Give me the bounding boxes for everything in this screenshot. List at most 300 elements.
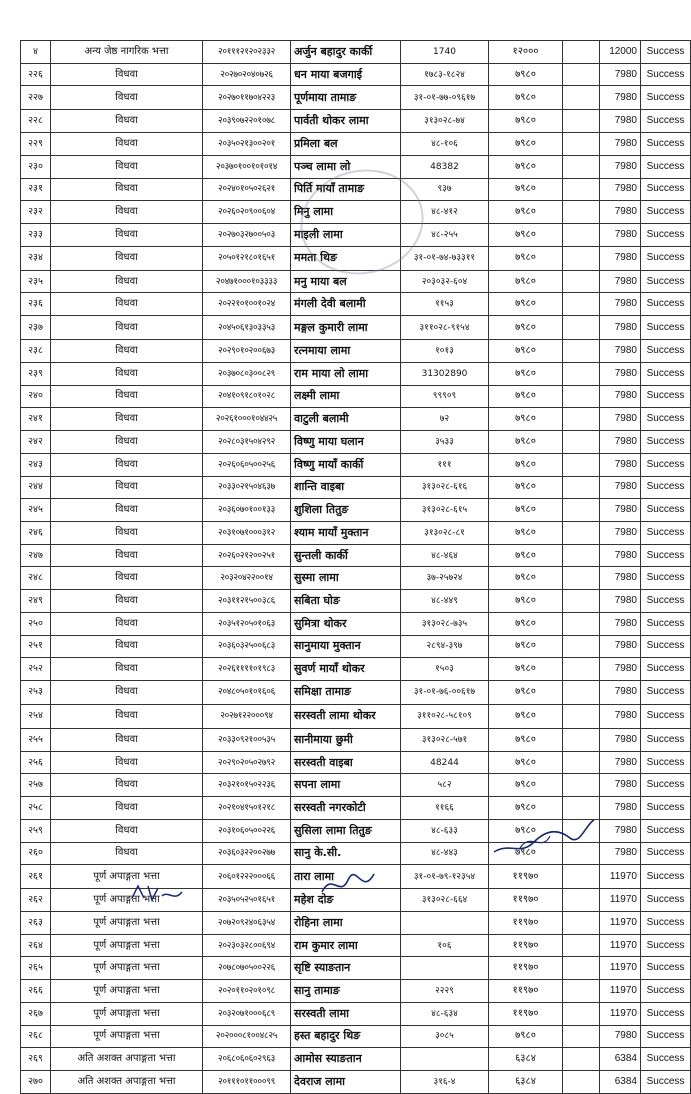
allowance-type-cell: विधवा — [51, 293, 203, 316]
registration-number-cell: २०३५०२१३००२०१ — [203, 133, 291, 156]
paid-amount-cell: 7980 — [600, 819, 641, 842]
table-row — [21, 201, 691, 224]
table-row — [21, 155, 691, 178]
serial-number-cell: २३६ — [21, 293, 51, 316]
allocated-amount-cell: ७९८० — [489, 680, 563, 704]
registration-number-cell: २०७२०९२४०६३५४ — [203, 912, 291, 935]
payment-status-cell: Success — [641, 774, 691, 797]
payment-status-cell: Success — [641, 751, 691, 774]
paid-amount-cell: 7980 — [600, 476, 641, 499]
allowance-type-cell: विधवा — [51, 476, 203, 499]
blank-cell — [563, 246, 600, 270]
table-row — [21, 499, 691, 522]
table-row — [21, 704, 691, 728]
allowance-type-cell: विधवा — [51, 590, 203, 613]
citizenship-id-cell: 48382 — [401, 155, 489, 178]
allowance-type-cell: विधवा — [51, 842, 203, 865]
allocated-amount-cell: ७९८० — [489, 819, 563, 842]
beneficiary-name-cell: देवराज लामा — [291, 1071, 401, 1094]
blank-cell — [563, 1025, 600, 1048]
table-row — [21, 658, 691, 681]
table-row — [21, 819, 691, 842]
blank-cell — [563, 590, 600, 613]
blank-cell — [563, 41, 600, 64]
paid-amount-cell: 7980 — [600, 133, 641, 156]
table-row — [21, 521, 691, 544]
serial-number-cell: २२७ — [21, 86, 51, 110]
paid-amount-cell: 11970 — [600, 865, 641, 889]
paid-amount-cell: 7980 — [600, 63, 641, 86]
beneficiary-name-cell: सरस्वती लामा थोकर — [291, 704, 401, 728]
beneficiary-name-cell: मिनु लामा — [291, 201, 401, 224]
serial-number-cell: २३१ — [21, 178, 51, 201]
registration-number-cell: २०३१०७१०००३१२ — [203, 521, 291, 544]
citizenship-id-cell: ४८-२५५ — [401, 224, 489, 247]
payment-status-cell: Success — [641, 842, 691, 865]
citizenship-id-cell: ११५३ — [401, 293, 489, 316]
beneficiary-name-cell: सुसिला लामा तितुङ — [291, 819, 401, 842]
payment-status-cell: Success — [641, 431, 691, 454]
paid-amount-cell: 6384 — [600, 1048, 641, 1071]
table-row — [21, 224, 691, 247]
blank-cell — [563, 544, 600, 567]
paid-amount-cell: 7980 — [600, 1025, 641, 1048]
serial-number-cell: २६८ — [21, 1025, 51, 1048]
citizenship-id-cell: ३१-०१-७६-००६१७ — [401, 680, 489, 704]
citizenship-id-cell: ३७-२५७२४ — [401, 567, 489, 590]
allocated-amount-cell: ७९८० — [489, 1025, 563, 1048]
blank-cell — [563, 178, 600, 201]
allocated-amount-cell: ७९८० — [489, 590, 563, 613]
table-row — [21, 934, 691, 957]
payment-status-cell: Success — [641, 246, 691, 270]
serial-number-cell: २३५ — [21, 270, 51, 293]
serial-number-cell: २२८ — [21, 110, 51, 133]
citizenship-id-cell: ४८-४४९ — [401, 590, 489, 613]
blank-cell — [563, 362, 600, 385]
payment-status-cell: Success — [641, 270, 691, 293]
table-row — [21, 1002, 691, 1025]
payment-status-cell: Success — [641, 728, 691, 751]
blank-cell — [563, 63, 600, 86]
allocated-amount-cell: ७९८० — [489, 110, 563, 133]
payment-status-cell: Success — [641, 224, 691, 247]
blank-cell — [563, 86, 600, 110]
serial-number-cell: ४ — [21, 41, 51, 64]
document-sheet — [20, 40, 685, 1094]
serial-number-cell: २५३ — [21, 680, 51, 704]
blank-cell — [563, 842, 600, 865]
registration-number-cell: २०३२०४२२००१४ — [203, 567, 291, 590]
allowance-type-cell: अति अशक्त अपाङ्गता भत्ता — [51, 1071, 203, 1094]
blank-cell — [563, 957, 600, 980]
registration-number-cell: २०४१०९१८०१०२८ — [203, 385, 291, 408]
allocated-amount-cell: ७९८० — [489, 774, 563, 797]
blank-cell — [563, 340, 600, 363]
paid-amount-cell: 7980 — [600, 704, 641, 728]
citizenship-id-cell: १७८३-१८२४ — [401, 63, 489, 86]
payment-status-cell: Success — [641, 544, 691, 567]
blank-cell — [563, 201, 600, 224]
beneficiary-name-cell: सृष्टि स्याङतान — [291, 957, 401, 980]
beneficiary-table — [20, 40, 691, 1094]
beneficiary-name-cell: लक्ष्मी लामा — [291, 385, 401, 408]
registration-number-cell: २०६०१२२२०००६६ — [203, 865, 291, 889]
beneficiary-name-cell: पिर्ति मायाँ तामाङ — [291, 178, 401, 201]
table-row — [21, 293, 691, 316]
serial-number-cell: २६२ — [21, 889, 51, 912]
citizenship-id-cell: ३१३०२८-७४ — [401, 110, 489, 133]
paid-amount-cell: 7980 — [600, 635, 641, 658]
allowance-type-cell: पूर्ण अपाङ्गता भत्ता — [51, 1025, 203, 1048]
table-row — [21, 980, 691, 1003]
beneficiary-name-cell: राम माया लो लामा — [291, 362, 401, 385]
paid-amount-cell: 7980 — [600, 246, 641, 270]
registration-number-cell: २०३३०९२१००५३५ — [203, 728, 291, 751]
allowance-type-cell: विधवा — [51, 201, 203, 224]
allocated-amount-cell: ७९८० — [489, 63, 563, 86]
allocated-amount-cell: ७९८० — [489, 201, 563, 224]
table-row — [21, 635, 691, 658]
allowance-type-cell: पूर्ण अपाङ्गता भत्ता — [51, 912, 203, 935]
beneficiary-name-cell: ममता थिङ — [291, 246, 401, 270]
blank-cell — [563, 912, 600, 935]
paid-amount-cell: 7980 — [600, 178, 641, 201]
allocated-amount-cell: ७९८० — [489, 797, 563, 820]
serial-number-cell: २३९ — [21, 362, 51, 385]
table-row — [21, 110, 691, 133]
paid-amount-cell: 7980 — [600, 567, 641, 590]
allocated-amount-cell: ७९८० — [489, 544, 563, 567]
beneficiary-name-cell: समिक्षा तामाङ — [291, 680, 401, 704]
allowance-type-cell: विधवा — [51, 751, 203, 774]
registration-number-cell: २०२०००८१००४८२५ — [203, 1025, 291, 1048]
blank-cell — [563, 797, 600, 820]
paid-amount-cell: 7980 — [600, 612, 641, 635]
blank-cell — [563, 110, 600, 133]
allocated-amount-cell: ११९७० — [489, 934, 563, 957]
payment-status-cell: Success — [641, 316, 691, 340]
table-row — [21, 912, 691, 935]
citizenship-id-cell: ३१३०२८-६६४ — [401, 889, 489, 912]
serial-number-cell: २३३ — [21, 224, 51, 247]
allocated-amount-cell: ११९७० — [489, 865, 563, 889]
serial-number-cell: २३० — [21, 155, 51, 178]
allowance-type-cell: विधवा — [51, 178, 203, 201]
table-row — [21, 41, 691, 64]
payment-status-cell: Success — [641, 704, 691, 728]
citizenship-id-cell: १११ — [401, 453, 489, 476]
allocated-amount-cell: ११९७० — [489, 889, 563, 912]
table-row — [21, 86, 691, 110]
citizenship-id-cell: ३१३०२८-६१६ — [401, 476, 489, 499]
beneficiary-name-cell: सानीमाया छुमी — [291, 728, 401, 751]
allowance-type-cell: विधवा — [51, 774, 203, 797]
citizenship-id-cell: ४८-६३४ — [401, 1002, 489, 1025]
table-row — [21, 408, 691, 431]
citizenship-id-cell: ३१६-४ — [401, 1071, 489, 1094]
citizenship-id-cell — [401, 957, 489, 980]
registration-number-cell: २०२६०६०५००२५६ — [203, 453, 291, 476]
beneficiary-name-cell: मङ्गल कुमारी लामा — [291, 316, 401, 340]
paid-amount-cell: 11970 — [600, 912, 641, 935]
citizenship-id-cell: 1740 — [401, 41, 489, 64]
serial-number-cell: २४३ — [21, 453, 51, 476]
citizenship-id-cell: ४८-१०६ — [401, 133, 489, 156]
blank-cell — [563, 408, 600, 431]
allocated-amount-cell: ७९८० — [489, 362, 563, 385]
blank-cell — [563, 934, 600, 957]
payment-status-cell: Success — [641, 934, 691, 957]
serial-number-cell: २५५ — [21, 728, 51, 751]
registration-number-cell: २०३५१२०५०१०६३ — [203, 612, 291, 635]
allowance-type-cell: विधवा — [51, 340, 203, 363]
registration-number-cell: २०२६११११०१९८३ — [203, 658, 291, 681]
beneficiary-name-cell: सपना लामा — [291, 774, 401, 797]
allowance-type-cell: पूर्ण अपाङ्गता भत्ता — [51, 980, 203, 1003]
allocated-amount-cell: ७९८० — [489, 612, 563, 635]
serial-number-cell: २४८ — [21, 567, 51, 590]
payment-status-cell: Success — [641, 476, 691, 499]
citizenship-id-cell: ३१३०२८-६१५ — [401, 499, 489, 522]
serial-number-cell: २२९ — [21, 133, 51, 156]
table-row — [21, 590, 691, 613]
allocated-amount-cell: ७९८० — [489, 567, 563, 590]
citizenship-id-cell: ३१-०१-७४-७३३११ — [401, 246, 489, 270]
payment-status-cell: Success — [641, 658, 691, 681]
allocated-amount-cell: ११९७० — [489, 980, 563, 1003]
registration-number-cell: २०२७०३२७००५०३ — [203, 224, 291, 247]
payment-status-cell: Success — [641, 635, 691, 658]
allowance-type-cell: विधवा — [51, 680, 203, 704]
payment-status-cell: Success — [641, 41, 691, 64]
blank-cell — [563, 453, 600, 476]
paid-amount-cell: 7980 — [600, 590, 641, 613]
paid-amount-cell: 7980 — [600, 86, 641, 110]
payment-status-cell: Success — [641, 612, 691, 635]
paid-amount-cell: 7980 — [600, 224, 641, 247]
allocated-amount-cell: ७९८० — [489, 133, 563, 156]
table-row — [21, 316, 691, 340]
allocated-amount-cell: ११९७० — [489, 1002, 563, 1025]
table-row — [21, 1048, 691, 1071]
allowance-type-cell: विधवा — [51, 246, 203, 270]
payment-status-cell: Success — [641, 201, 691, 224]
paid-amount-cell: 11970 — [600, 889, 641, 912]
beneficiary-name-cell: सानु के.सी. — [291, 842, 401, 865]
paid-amount-cell: 7980 — [600, 155, 641, 178]
registration-number-cell: २०२०११०२०१०९८ — [203, 980, 291, 1003]
paid-amount-cell: 11970 — [600, 934, 641, 957]
allowance-type-cell: विधवा — [51, 658, 203, 681]
paid-amount-cell: 7980 — [600, 842, 641, 865]
blank-cell — [563, 704, 600, 728]
payment-status-cell: Success — [641, 499, 691, 522]
registration-number-cell: २०३६०७०१००१३३ — [203, 499, 291, 522]
beneficiary-name-cell: पार्वती थोकर लामा — [291, 110, 401, 133]
serial-number-cell: २७० — [21, 1071, 51, 1094]
citizenship-id-cell: ३५३३ — [401, 431, 489, 454]
registration-number-cell: २०२९०१०२००६७३ — [203, 340, 291, 363]
registration-number-cell: २०२४०१०५०२६२१ — [203, 178, 291, 201]
blank-cell — [563, 133, 600, 156]
serial-number-cell: २६६ — [21, 980, 51, 1003]
citizenship-id-cell: ३११०२८-९१५४ — [401, 316, 489, 340]
payment-status-cell: Success — [641, 797, 691, 820]
blank-cell — [563, 1048, 600, 1071]
beneficiary-name-cell: विष्णु मायाँ कार्की — [291, 453, 401, 476]
allocated-amount-cell: ७९८० — [489, 658, 563, 681]
paid-amount-cell: 7980 — [600, 340, 641, 363]
blank-cell — [563, 155, 600, 178]
payment-status-cell: Success — [641, 1071, 691, 1094]
registration-number-cell: २०२९०२०५०२७९२ — [203, 751, 291, 774]
serial-number-cell: २५९ — [21, 819, 51, 842]
allocated-amount-cell: ७९८० — [489, 842, 563, 865]
citizenship-id-cell: ११६६ — [401, 797, 489, 820]
beneficiary-name-cell: माइली लामा — [291, 224, 401, 247]
allocated-amount-cell: ७९८० — [489, 751, 563, 774]
table-row — [21, 797, 691, 820]
blank-cell — [563, 1002, 600, 1025]
table-row — [21, 63, 691, 86]
payment-status-cell: Success — [641, 178, 691, 201]
paid-amount-cell: 7980 — [600, 774, 641, 797]
paid-amount-cell: 7980 — [600, 544, 641, 567]
allowance-type-cell: विधवा — [51, 316, 203, 340]
allowance-type-cell: विधवा — [51, 521, 203, 544]
payment-status-cell: Success — [641, 889, 691, 912]
registration-number-cell: २०६८०६०६०२९६३ — [203, 1048, 291, 1071]
beneficiary-name-cell: हस्त बहादुर थिङ — [291, 1025, 401, 1048]
beneficiary-name-cell: सानुमाया मुक्तान — [291, 635, 401, 658]
table-row — [21, 362, 691, 385]
serial-number-cell: २४० — [21, 385, 51, 408]
blank-cell — [563, 774, 600, 797]
registration-number-cell: २०४५०६१३०३३५३ — [203, 316, 291, 340]
registration-number-cell: २०३५०५२५०१६५१ — [203, 889, 291, 912]
paid-amount-cell: 6384 — [600, 1071, 641, 1094]
blank-cell — [563, 980, 600, 1003]
payment-status-cell: Success — [641, 340, 691, 363]
registration-number-cell: २०२६०२१२००२५१ — [203, 544, 291, 567]
payment-status-cell: Success — [641, 155, 691, 178]
registration-number-cell: २०२२१०१००१०२४ — [203, 293, 291, 316]
registration-number-cell: २०४७१०००१०३३३३ — [203, 270, 291, 293]
citizenship-id-cell: २८९४-३९७ — [401, 635, 489, 658]
beneficiary-name-cell: सुन्तली कार्की — [291, 544, 401, 567]
table-row — [21, 133, 691, 156]
citizenship-id-cell: १०६ — [401, 934, 489, 957]
beneficiary-name-cell: महेश दोङ — [291, 889, 401, 912]
paid-amount-cell: 7980 — [600, 270, 641, 293]
allocated-amount-cell: ७९८० — [489, 635, 563, 658]
allocated-amount-cell: ७९८० — [489, 521, 563, 544]
blank-cell — [563, 224, 600, 247]
allowance-type-cell: अति अशक्त अपाङ्गता भत्ता — [51, 1048, 203, 1071]
registration-number-cell: २०७८०७०५००२२६ — [203, 957, 291, 980]
citizenship-id-cell — [401, 912, 489, 935]
allocated-amount-cell: ७९८० — [489, 728, 563, 751]
allocated-amount-cell: ७९८० — [489, 86, 563, 110]
beneficiary-name-cell: वाटुली बलामी — [291, 408, 401, 431]
allowance-type-cell: विधवा — [51, 635, 203, 658]
table-row — [21, 544, 691, 567]
citizenship-id-cell: ३१-०१-७७-०९६१७ — [401, 86, 489, 110]
beneficiary-name-cell: श्याम मायाँ मुक्तान — [291, 521, 401, 544]
allocated-amount-cell: ७९८० — [489, 476, 563, 499]
blank-cell — [563, 431, 600, 454]
allowance-type-cell: विधवा — [51, 385, 203, 408]
registration-number-cell: २०२६१०००१०४४२५ — [203, 408, 291, 431]
payment-status-cell: Success — [641, 1002, 691, 1025]
blank-cell — [563, 612, 600, 635]
serial-number-cell: २५८ — [21, 797, 51, 820]
beneficiary-name-cell: सुवर्ण मायाँ थोकर — [291, 658, 401, 681]
paid-amount-cell: 7980 — [600, 408, 641, 431]
beneficiary-name-cell: सबिता घोङ — [291, 590, 401, 613]
citizenship-id-cell: १०१३ — [401, 340, 489, 363]
allowance-type-cell: विधवा — [51, 155, 203, 178]
registration-number-cell: २०१११०११०००९९ — [203, 1071, 291, 1094]
citizenship-id-cell: ४८-४६४ — [401, 544, 489, 567]
beneficiary-name-cell: धन माया बजगाई — [291, 63, 401, 86]
payment-status-cell: Success — [641, 912, 691, 935]
registration-number-cell: २०२६०२०९००६०४ — [203, 201, 291, 224]
allowance-type-cell: विधवा — [51, 63, 203, 86]
allocated-amount-cell: १२००० — [489, 41, 563, 64]
registration-number-cell: २०३६०३२५००६८३ — [203, 635, 291, 658]
citizenship-id-cell: ३१३०२८-५७१ — [401, 728, 489, 751]
blank-cell — [563, 1071, 600, 1094]
allowance-type-cell: विधवा — [51, 544, 203, 567]
paid-amount-cell: 7980 — [600, 201, 641, 224]
beneficiary-name-cell: राम कुमार लामा — [291, 934, 401, 957]
beneficiary-name-cell: आमोस स्याङतान — [291, 1048, 401, 1071]
serial-number-cell: २६० — [21, 842, 51, 865]
allowance-type-cell: विधवा — [51, 362, 203, 385]
payment-status-cell: Success — [641, 590, 691, 613]
allowance-type-cell: विधवा — [51, 110, 203, 133]
citizenship-id-cell — [401, 1048, 489, 1071]
allowance-type-cell: विधवा — [51, 728, 203, 751]
serial-number-cell: २३८ — [21, 340, 51, 363]
citizenship-id-cell: ३०८५ — [401, 1025, 489, 1048]
allowance-type-cell: पूर्ण अपाङ्गता भत्ता — [51, 865, 203, 889]
paid-amount-cell: 7980 — [600, 293, 641, 316]
allowance-type-cell: विधवा — [51, 224, 203, 247]
blank-cell — [563, 865, 600, 889]
serial-number-cell: २५० — [21, 612, 51, 635]
paid-amount-cell: 7980 — [600, 499, 641, 522]
allocated-amount-cell: ६३८४ — [489, 1048, 563, 1071]
allocated-amount-cell: ७९८० — [489, 178, 563, 201]
table-row — [21, 1025, 691, 1048]
citizenship-id-cell: २०३०३२-६०४ — [401, 270, 489, 293]
table-row — [21, 957, 691, 980]
serial-number-cell: २६७ — [21, 1002, 51, 1025]
allowance-type-cell: पूर्ण अपाङ्गता भत्ता — [51, 934, 203, 957]
beneficiary-name-cell: पञ्च लामा लो — [291, 155, 401, 178]
payment-status-cell: Success — [641, 1048, 691, 1071]
table-row — [21, 680, 691, 704]
citizenship-id-cell: ३१-०१-७९-१२३५४ — [401, 865, 489, 889]
table-row — [21, 431, 691, 454]
registration-number-cell: २०२७०२०४०७२६ — [203, 63, 291, 86]
allocated-amount-cell: ७९८० — [489, 270, 563, 293]
paid-amount-cell: 12000 — [600, 41, 641, 64]
table-row — [21, 340, 691, 363]
